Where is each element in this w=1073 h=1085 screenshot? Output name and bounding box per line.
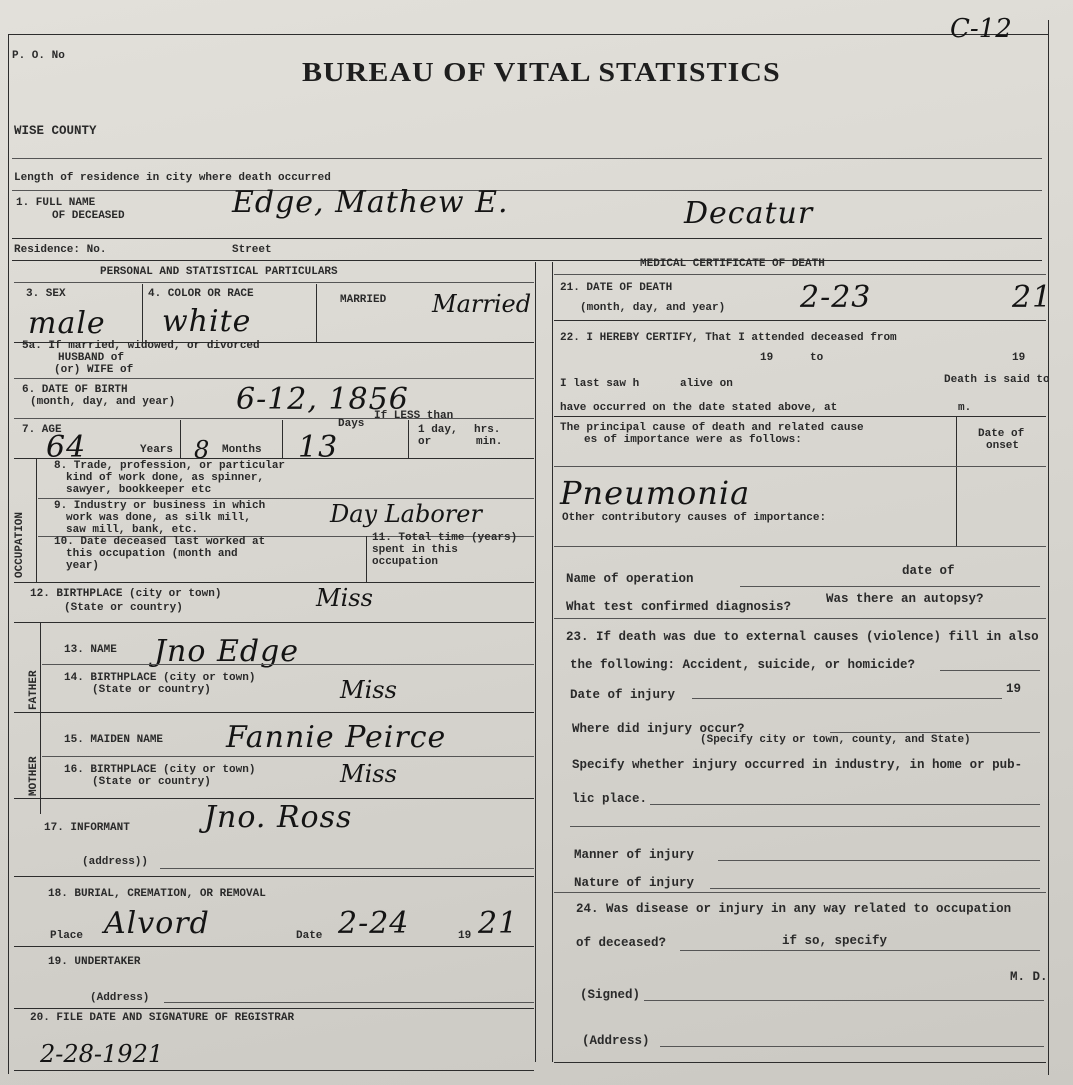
color-value: white: [162, 304, 252, 339]
sex-value: male: [28, 306, 106, 341]
undertaker-address-label: (Address): [90, 992, 150, 1004]
age-years-value: 64: [46, 430, 87, 465]
manner-rule: [718, 860, 1040, 861]
date-death-year-value: 21: [1012, 280, 1053, 315]
burial-rule: [14, 946, 534, 947]
personal-title-rule: [14, 282, 534, 283]
principal-cause-label-2: es of importance were as follows:: [584, 434, 802, 446]
date-death-label: 21. DATE OF DEATH: [560, 282, 673, 294]
full-name-label: 1. FULL NAME: [16, 197, 96, 209]
certify-to: to: [810, 352, 824, 364]
birthplace-label-2: (State or country): [64, 602, 183, 614]
age-rule: [14, 458, 534, 459]
test-rule: [554, 618, 1046, 619]
md-label: M. D.: [1010, 970, 1048, 984]
occurred-label: have occurred on the date stated above, at: [560, 402, 838, 414]
death-place-value: Decatur: [684, 196, 814, 231]
principal-cause-label-1: The principal cause of death and related cause: [560, 422, 864, 434]
of-deceased-label: OF DECEASED: [52, 210, 125, 222]
residence-length-rule: [12, 190, 1042, 191]
cause-rule: [554, 546, 1046, 547]
spouse-label-3: (or) WIFE of: [54, 364, 134, 376]
specify-rule-2: [570, 826, 1040, 827]
mother-birthplace-value: Miss: [340, 760, 397, 788]
county-label: WISE COUNTY: [14, 124, 97, 138]
mother-name-label: 15. MAIDEN NAME: [64, 734, 164, 746]
file-date-label: 20. FILE DATE AND SIGNATURE OF REGISTRAR: [30, 1012, 295, 1024]
form-title: BUREAU OF VITAL STATISTICS: [302, 57, 781, 88]
age-months-value: 8: [194, 436, 210, 464]
burial-date-value: 2-24: [338, 906, 410, 941]
nature-rule: [710, 888, 1040, 889]
q23-label-2: the following: Accident, suicide, or homicide?: [570, 658, 916, 672]
occupation-side-divider: [36, 458, 37, 582]
hrs-label: hrs.: [474, 424, 501, 436]
manner-label: Manner of injury: [574, 848, 695, 862]
if-so-label: if so, specify: [782, 934, 888, 948]
cause-line-1: [554, 466, 1046, 467]
occupation-rule: [14, 582, 534, 583]
certify-label: 22. I HEREBY CERTIFY, That I attended deceased from: [560, 332, 897, 344]
undertaker-rule: [14, 1008, 534, 1009]
age-months-label: Months: [222, 444, 262, 456]
date-death-sub-label: (month, day, and year): [580, 302, 726, 314]
full-name-rule: [12, 238, 1042, 239]
q23-label-1: 23. If death was due to external causes (violence) fill in also: [566, 630, 1039, 644]
sex-color-divider: [142, 284, 143, 342]
age-years-divider: [180, 420, 181, 458]
father-name-rule: [42, 664, 534, 665]
registered-number: C-12: [950, 14, 1012, 44]
total-time-label-1: 11. Total time (years): [372, 532, 518, 544]
burial-year-value: 21: [478, 906, 519, 941]
age-days-value: 13: [298, 430, 339, 465]
cause-value: Pneumonia: [560, 474, 751, 512]
dob-rule: [14, 418, 534, 419]
occ8-label-3: sawyer, bookkeeper etc: [66, 484, 212, 496]
father-name-value: Jno Edge: [154, 634, 300, 669]
mother-name-value: Fannie Peirce: [226, 720, 447, 755]
specify-label-2: lic place.: [572, 792, 648, 806]
father-birthplace-label-1: 14. BIRTHPLACE (city or town): [64, 672, 256, 684]
residence-number-label: Residence: No.: [14, 244, 107, 256]
spouse-rule: [14, 378, 534, 379]
q24-rule: [680, 950, 1040, 951]
father-side-label: FATHER: [28, 670, 40, 710]
burial-place-value: Alvord: [104, 906, 210, 941]
spouse-label-1: 5a. If married, widowed, or divorced: [22, 340, 260, 352]
father-birthplace-value: Miss: [340, 676, 397, 704]
father-rule: [14, 712, 534, 713]
occ10-label-3: year): [66, 560, 100, 572]
personal-section-title: PERSONAL AND STATISTICAL PARTICULARS: [100, 266, 338, 278]
medical-address-label: (Address): [582, 1034, 650, 1048]
m-label: m.: [958, 402, 972, 414]
mother-birthplace-label-1: 16. BIRTHPLACE (city or town): [64, 764, 256, 776]
date-onset-label-2: onset: [986, 440, 1020, 452]
column-divider: [535, 262, 536, 1062]
signed-label: (Signed): [580, 988, 641, 1002]
certify-19b: 19: [1012, 352, 1026, 364]
file-date-value: 2-28-1921: [40, 1040, 164, 1068]
marital-label: MARRIED: [340, 294, 387, 306]
residence-rule: [12, 260, 1042, 261]
parents-side-divider: [40, 622, 41, 814]
residence-street-label: Street: [232, 244, 272, 256]
birthplace-value: Miss: [316, 584, 373, 612]
dob-label-1: 6. DATE OF BIRTH: [22, 384, 128, 396]
total-time-label-2: spent in this: [372, 544, 458, 556]
occ9-label-2: work was done, as silk mill,: [66, 512, 251, 524]
spouse-label-2: HUSBAND of: [58, 352, 125, 364]
certify-19a: 19: [760, 352, 774, 364]
mother-side-label: MOTHER: [28, 756, 40, 796]
q24-label-1: 24. Was disease or injury in any way related to occupation: [576, 902, 1012, 916]
left-border: [8, 34, 9, 1074]
column-divider-inner: [552, 262, 553, 1062]
full-name-value: Edge, Mathew E.: [232, 185, 509, 220]
occupation-value: Day Laborer: [330, 500, 482, 528]
bottom-left-rule: [14, 1070, 534, 1071]
injury-date-label: Date of injury: [570, 688, 676, 702]
age-days-label: Days: [338, 418, 365, 430]
nature-label: Nature of injury: [574, 876, 695, 890]
age-label: 7. AGE: [22, 424, 62, 436]
sex-label: 3. SEX: [26, 288, 66, 300]
informant-value: Jno. Ross: [204, 800, 353, 835]
if-less-label: If LESS than: [374, 410, 454, 422]
header-rule: [12, 158, 1042, 159]
injury-year-label: 19: [1006, 682, 1022, 696]
mother-birthplace-label-2: (State or country): [92, 776, 211, 788]
undertaker-address-rule: [164, 1002, 534, 1003]
onset-column-divider: [956, 416, 957, 546]
burial-year-prefix: 19: [458, 930, 472, 942]
specify-rule: [650, 804, 1040, 805]
or-label: or: [418, 436, 432, 448]
signed-rule: [644, 1000, 1044, 1001]
age-months-divider: [282, 420, 283, 458]
burial-label: 18. BURIAL, CREMATION, OR REMOVAL: [48, 888, 266, 900]
date-onset-label-1: Date of: [978, 428, 1025, 440]
autopsy-label: Was there an autopsy?: [826, 592, 984, 606]
occ8-label-1: 8. Trade, profession, or particular: [54, 460, 286, 472]
undertaker-label: 19. UNDERTAKER: [48, 956, 141, 968]
color-marital-divider: [316, 284, 317, 342]
occ10-divider: [366, 536, 367, 582]
mother-name-rule: [42, 756, 534, 757]
residence-length-label: Length of residence in city where death occurred: [14, 172, 331, 184]
min-label: min.: [476, 436, 503, 448]
father-birthplace-label-2: (State or country): [92, 684, 211, 696]
informant-rule: [14, 876, 534, 877]
operation-label: Name of operation: [566, 572, 694, 586]
birthplace-label-1: 12. BIRTHPLACE (city or town): [30, 588, 222, 600]
color-label: 4. COLOR OR RACE: [148, 288, 254, 300]
death-said-label: Death is said to: [944, 374, 1050, 386]
specify-label-1: Specify whether injury occurred in industry, in home or pub-: [572, 758, 1023, 772]
mother-rule: [14, 798, 534, 799]
contributory-label: Other contributory causes of importance:: [562, 512, 827, 524]
medical-title-rule: [554, 274, 1046, 275]
test-label: What test confirmed diagnosis?: [566, 600, 792, 614]
occupation-side-label: OCCUPATION: [14, 511, 26, 578]
q23-rule: [940, 670, 1040, 671]
occ10-label-1: 10. Date deceased last worked at: [54, 536, 266, 548]
occ8-rule: [38, 498, 534, 499]
burial-date-label: Date: [296, 930, 323, 942]
where-label: Where did injury occur?: [572, 722, 745, 736]
burial-place-label: Place: [50, 930, 84, 942]
occ10-label-2: this occupation (month and: [66, 548, 238, 560]
certify-rule: [554, 416, 1046, 417]
age-days-divider: [408, 420, 409, 458]
occ9-label-3: saw mill, bank, etc.: [66, 524, 199, 536]
informant-address-label: (address)): [82, 856, 149, 868]
where-sub-label: (Specify city or town, county, and State): [700, 734, 971, 746]
where-rule: [830, 732, 1040, 733]
right-border: [1048, 20, 1049, 1075]
date-death-rule: [554, 320, 1046, 321]
total-time-label-3: occupation: [372, 556, 439, 568]
medical-address-rule: [660, 1046, 1044, 1047]
father-name-label: 13. NAME: [64, 644, 117, 656]
injury-date-rule: [692, 698, 1002, 699]
informant-address-rule: [160, 868, 534, 869]
last-saw-label: I last saw h: [560, 378, 640, 390]
nature-bottom-rule: [554, 892, 1046, 893]
occ8-label-2: kind of work done, as spinner,: [66, 472, 265, 484]
top-border: [8, 34, 1048, 35]
birthplace-rule: [14, 622, 534, 623]
bottom-right-rule: [554, 1062, 1046, 1063]
date-death-value: 2-23: [800, 280, 872, 315]
dob-value: 6-12, 1856: [236, 382, 409, 417]
informant-label: 17. INFORMANT: [44, 822, 130, 834]
age-years-label: Years: [140, 444, 174, 456]
one-day-label: 1 day,: [418, 424, 458, 436]
medical-section-title: MEDICAL CERTIFICATE OF DEATH: [640, 258, 825, 270]
date-of-label: date of: [902, 564, 955, 578]
marital-value: Married: [432, 290, 532, 318]
alive-on-label: alive on: [680, 378, 733, 390]
dob-label-2: (month, day, and year): [30, 396, 176, 408]
occ9-label-1: 9. Industry or business in which: [54, 500, 266, 512]
operation-rule: [740, 586, 1040, 587]
q24-label-2: of deceased?: [576, 936, 667, 950]
po-number-label: P. O. No: [12, 50, 65, 62]
